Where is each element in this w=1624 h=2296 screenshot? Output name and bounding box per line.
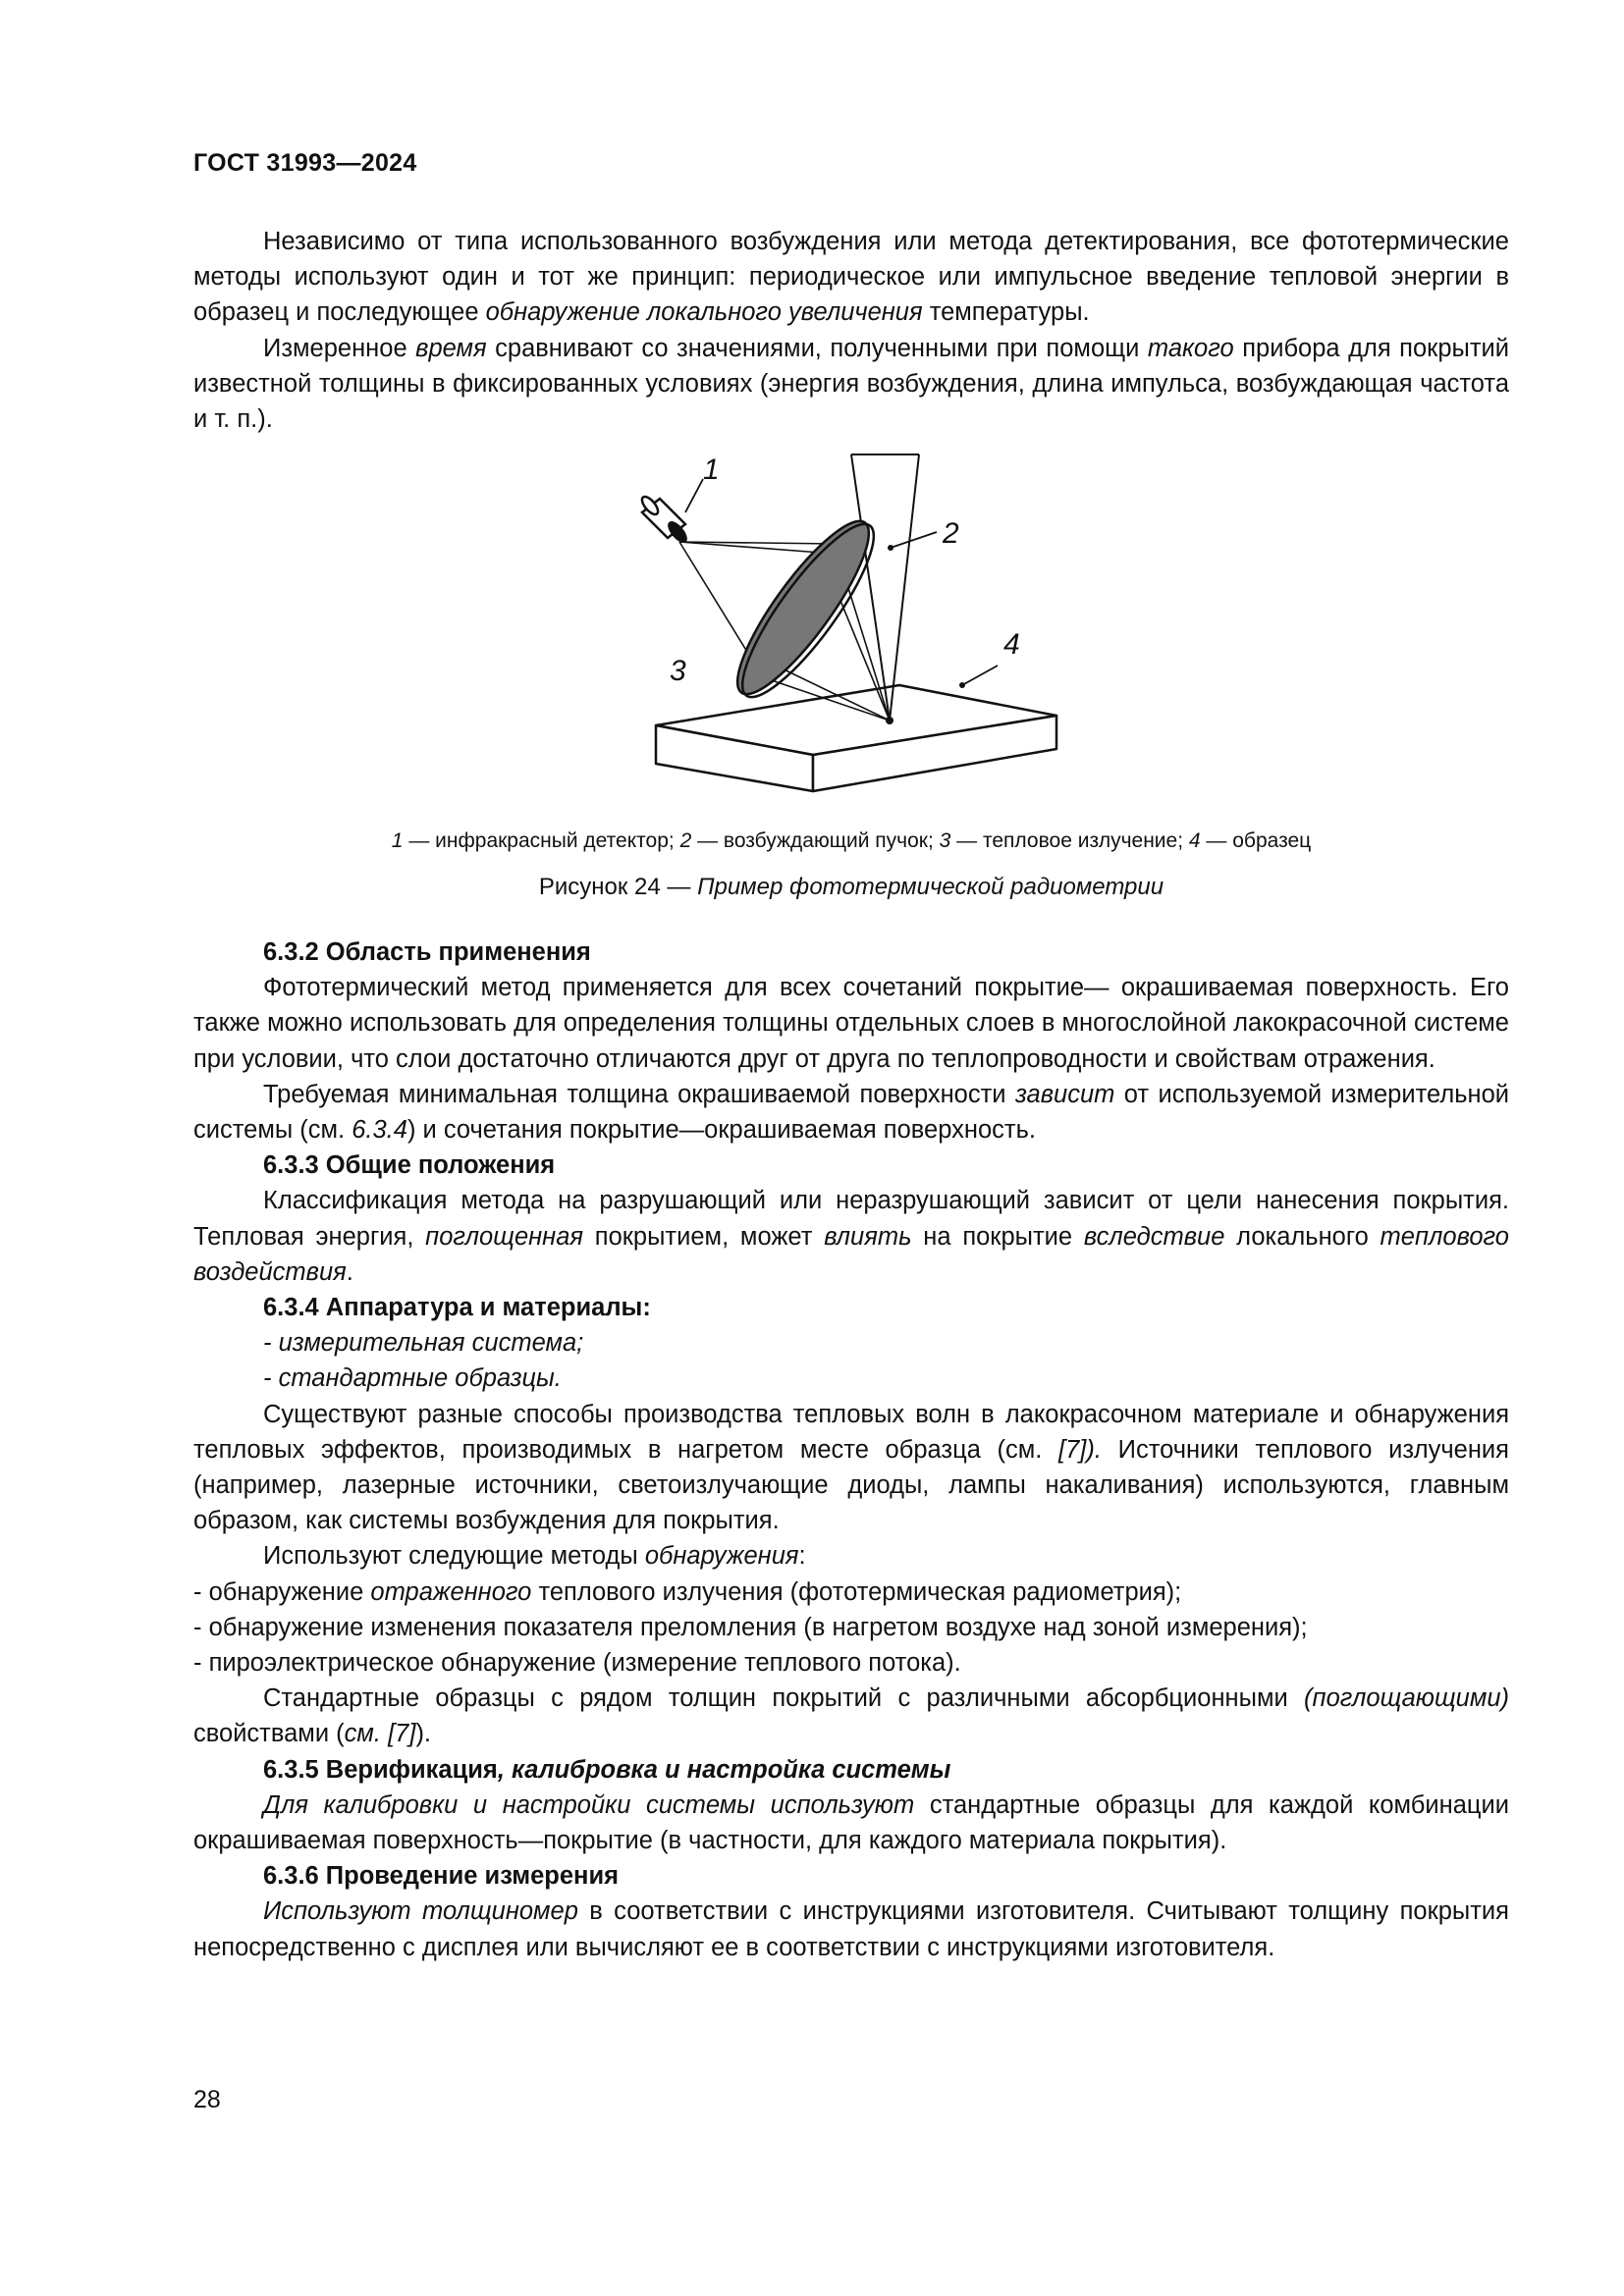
excitation-beam — [851, 454, 919, 721]
figure-24-diagram — [628, 448, 1090, 801]
figure-label-3: 3 — [670, 655, 686, 687]
section-6-3-2-paragraph-2: Требуемая минимальная толщина окрашиваемой поверхности зависит от используемой измерительной системы (см. 6.3.4) и сочетания покрытие—окрашиваемая поверхность. — [193, 1080, 1509, 1145]
list-item: - обнаружение отраженного теплового излучения (фототермическая радиометрия); — [193, 1577, 1182, 1606]
list-item: - стандартные образцы. — [263, 1364, 562, 1393]
section-6-3-6-title: 6.3.6 Проведение измерения — [263, 1862, 619, 1891]
section-6-3-4-paragraph-2: Используют следующие методы обнаружения: — [263, 1542, 806, 1571]
sample-slab — [656, 685, 1056, 791]
figure-label-2: 2 — [943, 517, 959, 550]
intro-paragraph-2: Измеренное время сравнивают со значениями, полученными при помощи такого прибора для покрытий известной толщины в фиксированных условиях (энергия возбуждения, длина импульса, возбуждающая частота и т. п.). — [193, 334, 1510, 434]
list-item: - обнаружение изменения показателя преломления (в нагретом воздухе над зоной измерения); — [193, 1613, 1308, 1641]
list-item: - измерительная система; — [263, 1329, 584, 1358]
section-6-3-3-title: 6.3.3 Общие положения — [263, 1151, 556, 1180]
section-6-3-3-paragraph-1: Классификация метода на разрушающий или неразрушающий зависит от цели нанесения покрытия. Тепловая энергия, поглощенная покрытием, может влиять на покрытие вследствие локального теплового воздействия. — [193, 1187, 1509, 1286]
figure-label-1: 1 — [703, 454, 720, 486]
sample-dot — [959, 682, 965, 688]
section-6-3-2-paragraph-1: Фототермический метод применяется для всех сочетаний покрытие— окрашиваемая поверхность. Его также можно использовать для определения толщины отдельных слоев в многослойной лакокрасочной системе при условии, что слои достаточно отличаются друг от друга по теплопроводности и свойствам отражения. — [193, 974, 1509, 1073]
beam-dot — [888, 545, 893, 551]
page-number: 28 — [193, 2086, 221, 2113]
intro-paragraph-1: Независимо от типа использованного возбуждения или метода детектирования, все фототермические методы используют один и тот же принцип: периодическое или импульсное введение тепловой энергии в образец и последующее обнаружение локального увеличения температуры. — [193, 228, 1509, 327]
figure-label-4: 4 — [1003, 628, 1020, 661]
impact-point — [886, 717, 893, 724]
main-sections — [193, 934, 1509, 1965]
intro-text — [193, 224, 1509, 437]
apparatus-list — [193, 1325, 1509, 1396]
section-6-3-6-paragraph-1: Используют толщиномер в соответствии с инструкциями изготовителя. Считывают толщину покрытия непосредственно с дисплея или вычисляют ее в соответствии с инструкциями изготовителя. — [193, 1897, 1509, 1961]
document-header: ГОСТ 31993—2024 — [193, 149, 417, 177]
detection-methods-list — [193, 1575, 1509, 1682]
list-item: - пироэлектрическое обнаружение (измерение теплового потока). — [193, 1649, 961, 1678]
section-6-3-4-paragraph-1: Существуют разные способы производства тепловых волн в лакокрасочном материале и обнаружения тепловых эффектов, производимых в нагретом месте образца (см. [7]). Источники теплового излучения (например, лазерные источники, светоизлучающие диоды, лампы накаливания) используются, главным образом, как системы возбуждения для покрытия. — [193, 1400, 1509, 1535]
thermal-emission-disc — [719, 507, 892, 712]
section-6-3-2-title: 6.3.2 Область применения — [263, 938, 591, 966]
section-6-3-5-paragraph-1: Для калибровки и настройки системы используют стандартные образцы для каждой комбинации окрашиваемая поверхность—покрытие (в частности, для каждого материала покрытия). — [193, 1790, 1509, 1855]
figure-legend: 1 — инфракрасный детектор; 2 — возбуждающий пучок; 3 — тепловое излучение; 4 — образец — [391, 829, 1312, 852]
section-6-3-4-paragraph-3: Стандартные образцы с рядом толщин покрытий с различными абсорбционными (поглощающими) свойствами (см. [7]). — [193, 1684, 1509, 1748]
section-6-3-5-title: 6.3.5 Верификация, калибровка и настройка системы — [263, 1755, 951, 1784]
infrared-detector — [639, 494, 688, 544]
section-6-3-4-title: 6.3.4 Аппаратура и материалы: — [263, 1294, 651, 1322]
figure-caption: Рисунок 24 — Пример фототермической радиометрии — [538, 874, 1164, 900]
